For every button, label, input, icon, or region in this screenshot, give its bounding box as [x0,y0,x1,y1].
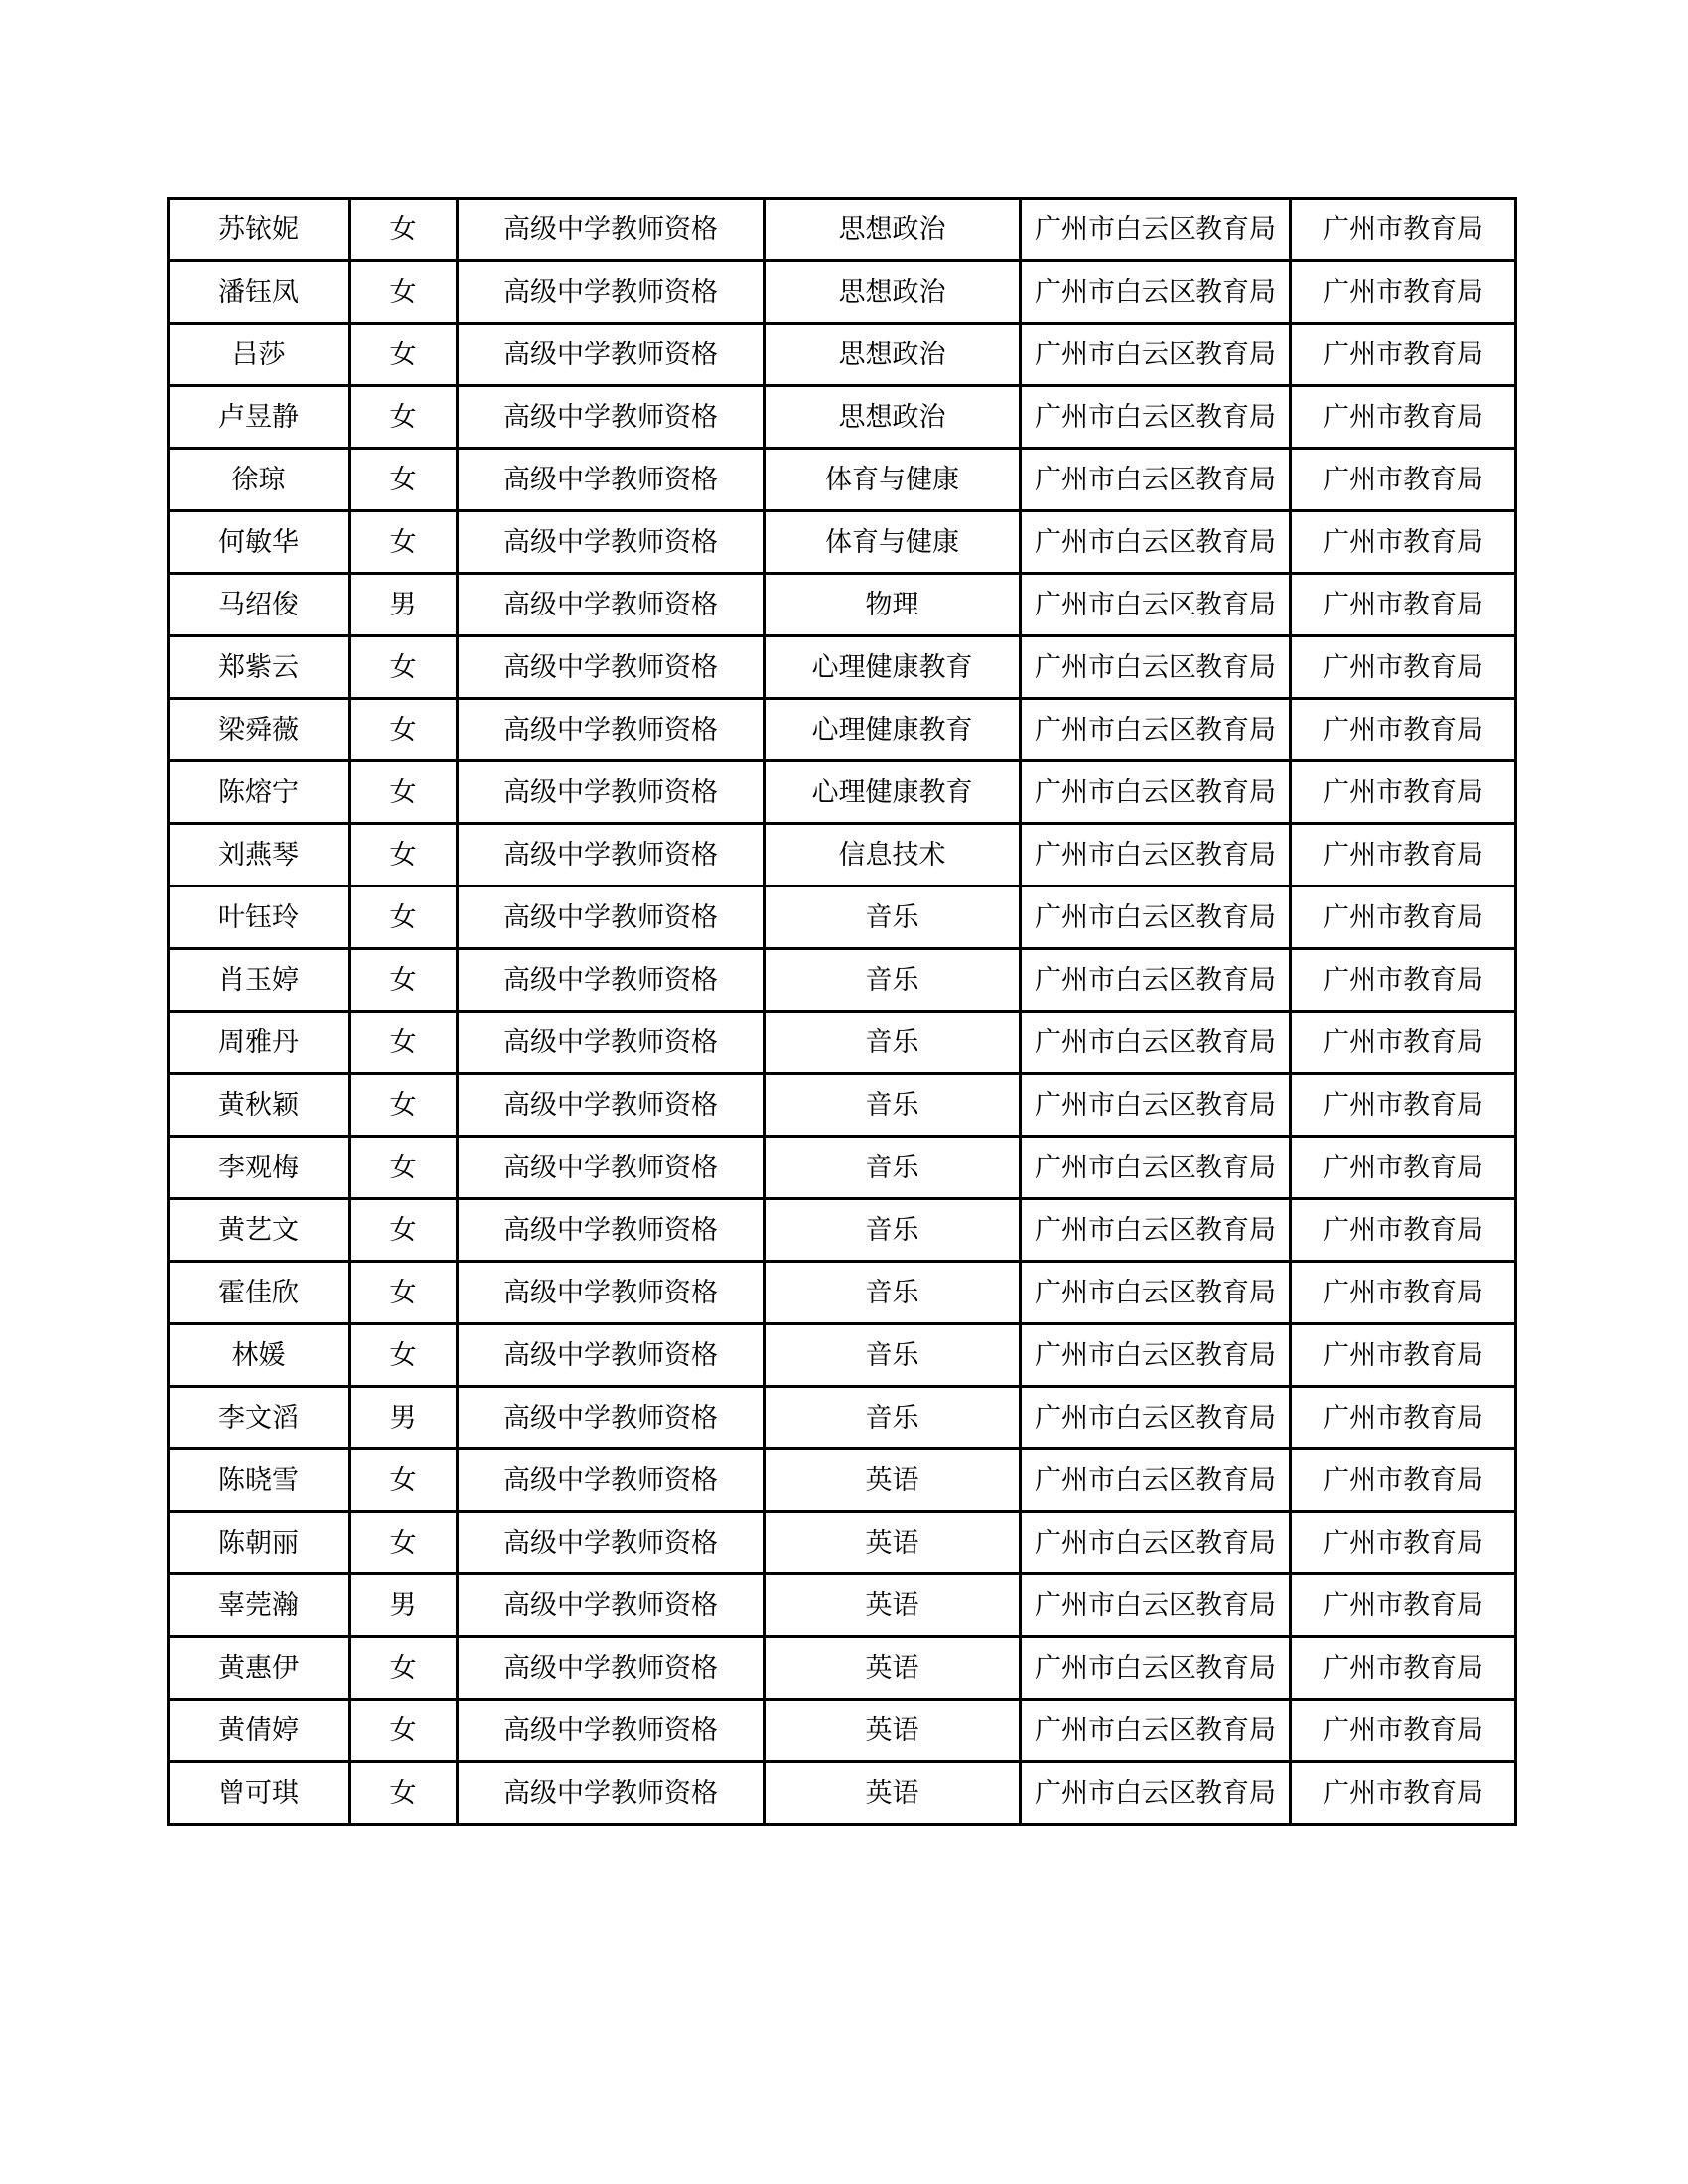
district-bureau-cell: 广州市白云区教育局 [1021,887,1291,949]
gender-cell: 男 [350,574,458,636]
table-row [169,574,1516,636]
name-cell: 卢昱静 [169,386,350,449]
subject-cell: 音乐 [765,1324,1021,1387]
gender-cell: 女 [350,261,458,324]
district-bureau-cell: 广州市白云区教育局 [1021,824,1291,887]
district-bureau-cell: 广州市白云区教育局 [1021,1700,1291,1762]
table-row [169,324,1516,386]
city-bureau-cell: 广州市教育局 [1291,1324,1516,1387]
qualification-cell: 高级中学教师资格 [458,574,765,636]
city-bureau-cell: 广州市教育局 [1291,824,1516,887]
name-cell: 黄秋颖 [169,1074,350,1137]
table-row [169,1637,1516,1700]
city-bureau-cell: 广州市教育局 [1291,887,1516,949]
table-row [169,824,1516,887]
qualification-cell: 高级中学教师资格 [458,887,765,949]
table-row [169,1199,1516,1262]
gender-cell: 女 [350,824,458,887]
district-bureau-cell: 广州市白云区教育局 [1021,199,1291,261]
name-cell: 吕莎 [169,324,350,386]
subject-cell: 心理健康教育 [765,761,1021,824]
table-row [169,449,1516,511]
city-bureau-cell: 广州市教育局 [1291,511,1516,574]
district-bureau-cell: 广州市白云区教育局 [1021,511,1291,574]
qualification-cell: 高级中学教师资格 [458,1387,765,1449]
name-cell: 陈晓雪 [169,1449,350,1512]
subject-cell: 思想政治 [765,199,1021,261]
city-bureau-cell: 广州市教育局 [1291,761,1516,824]
district-bureau-cell: 广州市白云区教育局 [1021,324,1291,386]
name-cell: 何敏华 [169,511,350,574]
name-cell: 刘燕琴 [169,824,350,887]
subject-cell: 音乐 [765,887,1021,949]
gender-cell: 女 [350,1512,458,1574]
qualification-cell: 高级中学教师资格 [458,1700,765,1762]
subject-cell: 英语 [765,1512,1021,1574]
table-row [169,511,1516,574]
qualification-cell: 高级中学教师资格 [458,1637,765,1700]
city-bureau-cell: 广州市教育局 [1291,1700,1516,1762]
district-bureau-cell: 广州市白云区教育局 [1021,1512,1291,1574]
gender-cell: 女 [350,1700,458,1762]
district-bureau-cell: 广州市白云区教育局 [1021,1637,1291,1700]
city-bureau-cell: 广州市教育局 [1291,386,1516,449]
name-cell: 霍佳欣 [169,1262,350,1324]
subject-cell: 音乐 [765,1074,1021,1137]
gender-cell: 男 [350,1387,458,1449]
city-bureau-cell: 广州市教育局 [1291,1137,1516,1199]
city-bureau-cell: 广州市教育局 [1291,1387,1516,1449]
subject-cell: 英语 [765,1574,1021,1637]
gender-cell: 女 [350,699,458,761]
city-bureau-cell: 广州市教育局 [1291,699,1516,761]
name-cell: 周雅丹 [169,1012,350,1074]
district-bureau-cell: 广州市白云区教育局 [1021,1262,1291,1324]
teacher-qualification-table [167,197,1517,1826]
gender-cell: 女 [350,1262,458,1324]
name-cell: 梁舜薇 [169,699,350,761]
name-cell: 辜莞瀚 [169,1574,350,1637]
district-bureau-cell: 广州市白云区教育局 [1021,1762,1291,1825]
district-bureau-cell: 广州市白云区教育局 [1021,1137,1291,1199]
name-cell: 黄倩婷 [169,1700,350,1762]
table-row [169,261,1516,324]
city-bureau-cell: 广州市教育局 [1291,1262,1516,1324]
qualification-cell: 高级中学教师资格 [458,199,765,261]
name-cell: 林媛 [169,1324,350,1387]
subject-cell: 英语 [765,1700,1021,1762]
district-bureau-cell: 广州市白云区教育局 [1021,761,1291,824]
district-bureau-cell: 广州市白云区教育局 [1021,1449,1291,1512]
name-cell: 陈熔宁 [169,761,350,824]
city-bureau-cell: 广州市教育局 [1291,1762,1516,1825]
table-row [169,1262,1516,1324]
qualification-cell: 高级中学教师资格 [458,1762,765,1825]
qualification-cell: 高级中学教师资格 [458,824,765,887]
table-body [169,199,1516,1825]
gender-cell: 女 [350,1324,458,1387]
table-row [169,1700,1516,1762]
qualification-cell: 高级中学教师资格 [458,636,765,699]
subject-cell: 音乐 [765,1137,1021,1199]
gender-cell: 女 [350,1199,458,1262]
qualification-cell: 高级中学教师资格 [458,1199,765,1262]
gender-cell: 女 [350,1449,458,1512]
subject-cell: 思想政治 [765,261,1021,324]
gender-cell: 男 [350,1574,458,1637]
qualification-cell: 高级中学教师资格 [458,386,765,449]
subject-cell: 英语 [765,1449,1021,1512]
subject-cell: 英语 [765,1637,1021,1700]
subject-cell: 音乐 [765,949,1021,1012]
district-bureau-cell: 广州市白云区教育局 [1021,1387,1291,1449]
subject-cell: 思想政治 [765,386,1021,449]
gender-cell: 女 [350,887,458,949]
subject-cell: 心理健康教育 [765,699,1021,761]
qualification-cell: 高级中学教师资格 [458,1449,765,1512]
city-bureau-cell: 广州市教育局 [1291,949,1516,1012]
subject-cell: 体育与健康 [765,449,1021,511]
gender-cell: 女 [350,324,458,386]
gender-cell: 女 [350,511,458,574]
table-row [169,1762,1516,1825]
gender-cell: 女 [350,1137,458,1199]
qualification-cell: 高级中学教师资格 [458,1074,765,1137]
district-bureau-cell: 广州市白云区教育局 [1021,636,1291,699]
district-bureau-cell: 广州市白云区教育局 [1021,1199,1291,1262]
city-bureau-cell: 广州市教育局 [1291,449,1516,511]
name-cell: 李文滔 [169,1387,350,1449]
district-bureau-cell: 广州市白云区教育局 [1021,261,1291,324]
name-cell: 叶钰玲 [169,887,350,949]
subject-cell: 音乐 [765,1262,1021,1324]
name-cell: 潘钰凤 [169,261,350,324]
qualification-cell: 高级中学教师资格 [458,261,765,324]
district-bureau-cell: 广州市白云区教育局 [1021,449,1291,511]
district-bureau-cell: 广州市白云区教育局 [1021,699,1291,761]
subject-cell: 信息技术 [765,824,1021,887]
name-cell: 肖玉婷 [169,949,350,1012]
city-bureau-cell: 广州市教育局 [1291,199,1516,261]
table-row [169,199,1516,261]
table-row [169,761,1516,824]
district-bureau-cell: 广州市白云区教育局 [1021,1574,1291,1637]
name-cell: 马绍俊 [169,574,350,636]
table-row [169,636,1516,699]
qualification-cell: 高级中学教师资格 [458,699,765,761]
qualification-cell: 高级中学教师资格 [458,1262,765,1324]
qualification-cell: 高级中学教师资格 [458,1574,765,1637]
city-bureau-cell: 广州市教育局 [1291,324,1516,386]
table-row [169,949,1516,1012]
city-bureau-cell: 广州市教育局 [1291,1012,1516,1074]
qualification-cell: 高级中学教师资格 [458,1324,765,1387]
city-bureau-cell: 广州市教育局 [1291,1449,1516,1512]
city-bureau-cell: 广州市教育局 [1291,1199,1516,1262]
gender-cell: 女 [350,1074,458,1137]
qualification-cell: 高级中学教师资格 [458,324,765,386]
name-cell: 苏铱妮 [169,199,350,261]
subject-cell: 体育与健康 [765,511,1021,574]
district-bureau-cell: 广州市白云区教育局 [1021,1324,1291,1387]
subject-cell: 音乐 [765,1012,1021,1074]
qualification-cell: 高级中学教师资格 [458,1137,765,1199]
gender-cell: 女 [350,199,458,261]
subject-cell: 心理健康教育 [765,636,1021,699]
gender-cell: 女 [350,1762,458,1825]
table-row [169,1324,1516,1387]
name-cell: 郑紫云 [169,636,350,699]
name-cell: 曾可琪 [169,1762,350,1825]
city-bureau-cell: 广州市教育局 [1291,1637,1516,1700]
city-bureau-cell: 广州市教育局 [1291,1512,1516,1574]
gender-cell: 女 [350,636,458,699]
subject-cell: 音乐 [765,1387,1021,1449]
table-row [169,699,1516,761]
name-cell: 陈朝丽 [169,1512,350,1574]
gender-cell: 女 [350,386,458,449]
district-bureau-cell: 广州市白云区教育局 [1021,1074,1291,1137]
gender-cell: 女 [350,949,458,1012]
qualification-cell: 高级中学教师资格 [458,949,765,1012]
city-bureau-cell: 广州市教育局 [1291,261,1516,324]
gender-cell: 女 [350,1012,458,1074]
city-bureau-cell: 广州市教育局 [1291,1574,1516,1637]
district-bureau-cell: 广州市白云区教育局 [1021,386,1291,449]
table-row [169,1137,1516,1199]
qualification-cell: 高级中学教师资格 [458,1012,765,1074]
name-cell: 徐琼 [169,449,350,511]
table-row [169,1512,1516,1574]
qualification-cell: 高级中学教师资格 [458,761,765,824]
city-bureau-cell: 广州市教育局 [1291,574,1516,636]
gender-cell: 女 [350,761,458,824]
district-bureau-cell: 广州市白云区教育局 [1021,949,1291,1012]
name-cell: 黄惠伊 [169,1637,350,1700]
name-cell: 黄艺文 [169,1199,350,1262]
district-bureau-cell: 广州市白云区教育局 [1021,574,1291,636]
gender-cell: 女 [350,449,458,511]
subject-cell: 英语 [765,1762,1021,1825]
city-bureau-cell: 广州市教育局 [1291,1074,1516,1137]
table-row [169,1574,1516,1637]
city-bureau-cell: 广州市教育局 [1291,636,1516,699]
table-row [169,1387,1516,1449]
district-bureau-cell: 广州市白云区教育局 [1021,1012,1291,1074]
table-row [169,1449,1516,1512]
name-cell: 李观梅 [169,1137,350,1199]
qualification-cell: 高级中学教师资格 [458,1512,765,1574]
gender-cell: 女 [350,1637,458,1700]
table-row [169,1074,1516,1137]
table-row [169,386,1516,449]
subject-cell: 音乐 [765,1199,1021,1262]
qualification-cell: 高级中学教师资格 [458,511,765,574]
table-row [169,1012,1516,1074]
table-row [169,887,1516,949]
subject-cell: 物理 [765,574,1021,636]
qualification-cell: 高级中学教师资格 [458,449,765,511]
subject-cell: 思想政治 [765,324,1021,386]
